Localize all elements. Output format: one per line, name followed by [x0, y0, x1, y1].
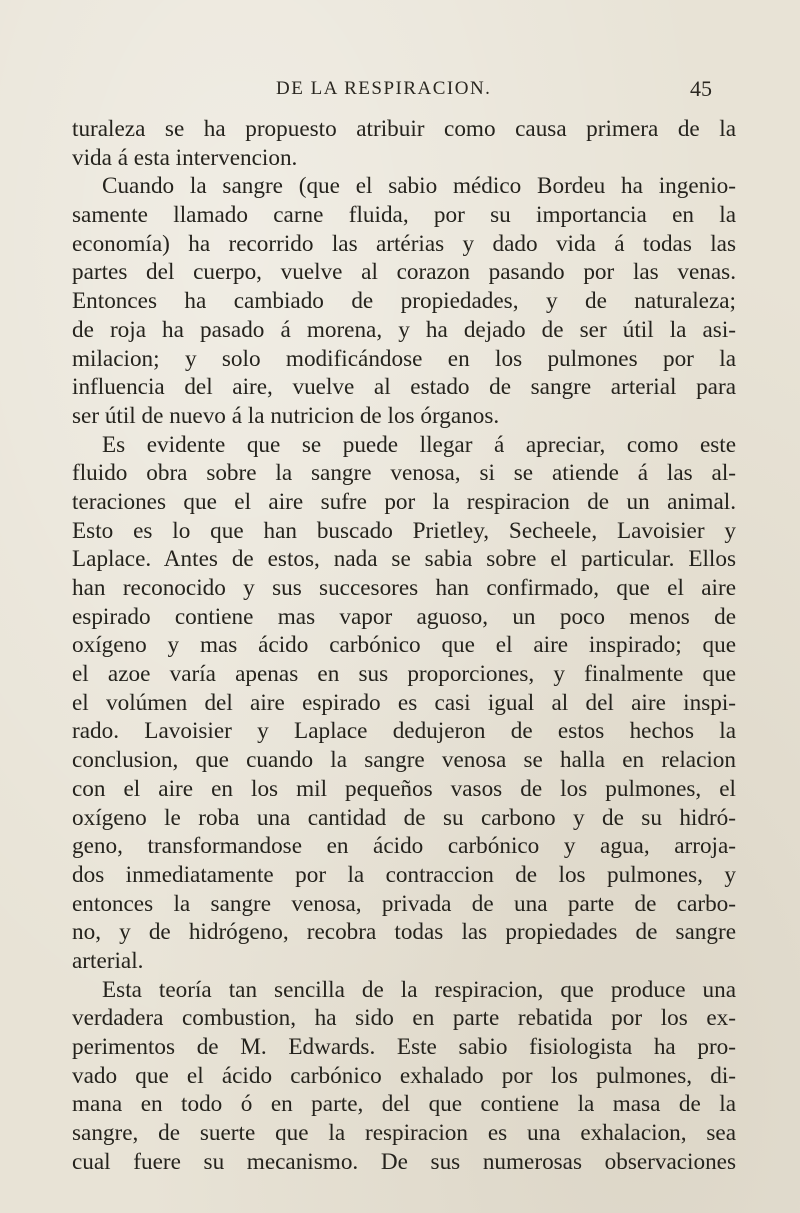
text-line: vado que el ácido carbónico exhalado por los pulmones, di-	[72, 1062, 736, 1089]
text-line: el volúmen del aire espirado es casi igual al del aire inspi-	[72, 689, 736, 716]
text-line: Laplace. Antes de estos, nada se sabia sobre el particular. Ellos	[72, 546, 736, 573]
text-line: partes del cuerpo, vuelve al corazon pasando por las venas.	[72, 259, 736, 286]
running-head	[0, 78, 800, 106]
text-line: cual fuere su mecanismo. De sus numerosas observaciones	[72, 1148, 736, 1175]
text-line: oxígeno y mas ácido carbónico que el aire inspirado; que	[72, 632, 736, 659]
text-line: turaleza se ha propuesto atribuir como causa primera de la	[72, 116, 736, 142]
text-line: perimentos de M. Edwards. Este sabio fisiologista ha pro-	[72, 1034, 736, 1060]
text-line: Entonces ha cambiado de propiedades, y de naturaleza;	[72, 288, 736, 315]
text-line: el azoe varía apenas en sus proporciones, y finalmente que	[72, 661, 736, 688]
text-line: samente llamado carne fluida, por su importancia en la	[72, 202, 736, 229]
text-line: dos inmediatamente por la contraccion de los pulmones, y	[72, 861, 736, 888]
body-text	[72, 115, 736, 1176]
text-line: geno, transformandose en ácido carbónico y agua, arroja-	[72, 833, 736, 860]
text-line: entonces la sangre venosa, privada de una parte de carbo-	[72, 890, 736, 917]
text-line: arterial.	[72, 947, 144, 974]
running-title: DE LA RESPIRACION.	[276, 78, 492, 99]
text-line: influencia del aire, vuelve al estado de sangre arterial para	[72, 374, 736, 401]
text-line: teraciones que el aire sufre por la respiracion de un animal.	[72, 488, 736, 515]
text-line: economía) ha recorrido las artérias y dado vida á todas las	[72, 230, 736, 257]
text-line: sangre, de suerte que la respiracion es una exhalacion, sea	[72, 1120, 736, 1147]
text-line: milacion; y solo modificándose en los pulmones por la	[72, 345, 736, 372]
text-line: ser útil de nuevo á la nutricion de los órganos.	[72, 402, 500, 429]
text-line: verdadera combustion, ha sido en parte rebatida por los ex-	[72, 1005, 736, 1032]
text-line: conclusion, que cuando la sangre venosa se halla en relacion	[72, 747, 736, 774]
text-line: espirado contiene mas vapor aguoso, un poco menos de	[72, 603, 736, 630]
text-line: mana en todo ó en parte, del que contiene la masa de la	[72, 1091, 736, 1118]
text-line: Cuando la sangre (que el sabio médico Bordeu ha ingenio-	[102, 173, 736, 200]
text-line: con el aire en los mil pequeños vasos de los pulmones, el	[72, 775, 736, 802]
text-line: Esto es lo que han buscado Prietley, Secheele, Lavoisier y	[72, 517, 736, 544]
text-line: oxígeno le roba una cantidad de su carbono y de su hidró-	[72, 804, 736, 831]
text-line: fluido obra sobre la sangre venosa, si se atiende á las al-	[72, 460, 736, 487]
text-line: vida á esta intervencion.	[72, 144, 298, 171]
text-line: Es evidente que se puede llegar á apreciar, como este	[102, 431, 736, 458]
text-line: rado. Lavoisier y Laplace dedujeron de estos hechos la	[72, 718, 736, 745]
text-line: han reconocido y sus succesores han confirmado, que el aire	[72, 575, 736, 601]
page-number: 45	[690, 76, 712, 101]
text-line: no, y de hidrógeno, recobra todas las propiedades de sangre	[72, 919, 736, 946]
text-line: de roja ha pasado á morena, y ha dejado de ser útil la asi-	[72, 316, 736, 343]
text-line: Esta teoría tan sencilla de la respiracion, que produce una	[102, 976, 736, 1003]
